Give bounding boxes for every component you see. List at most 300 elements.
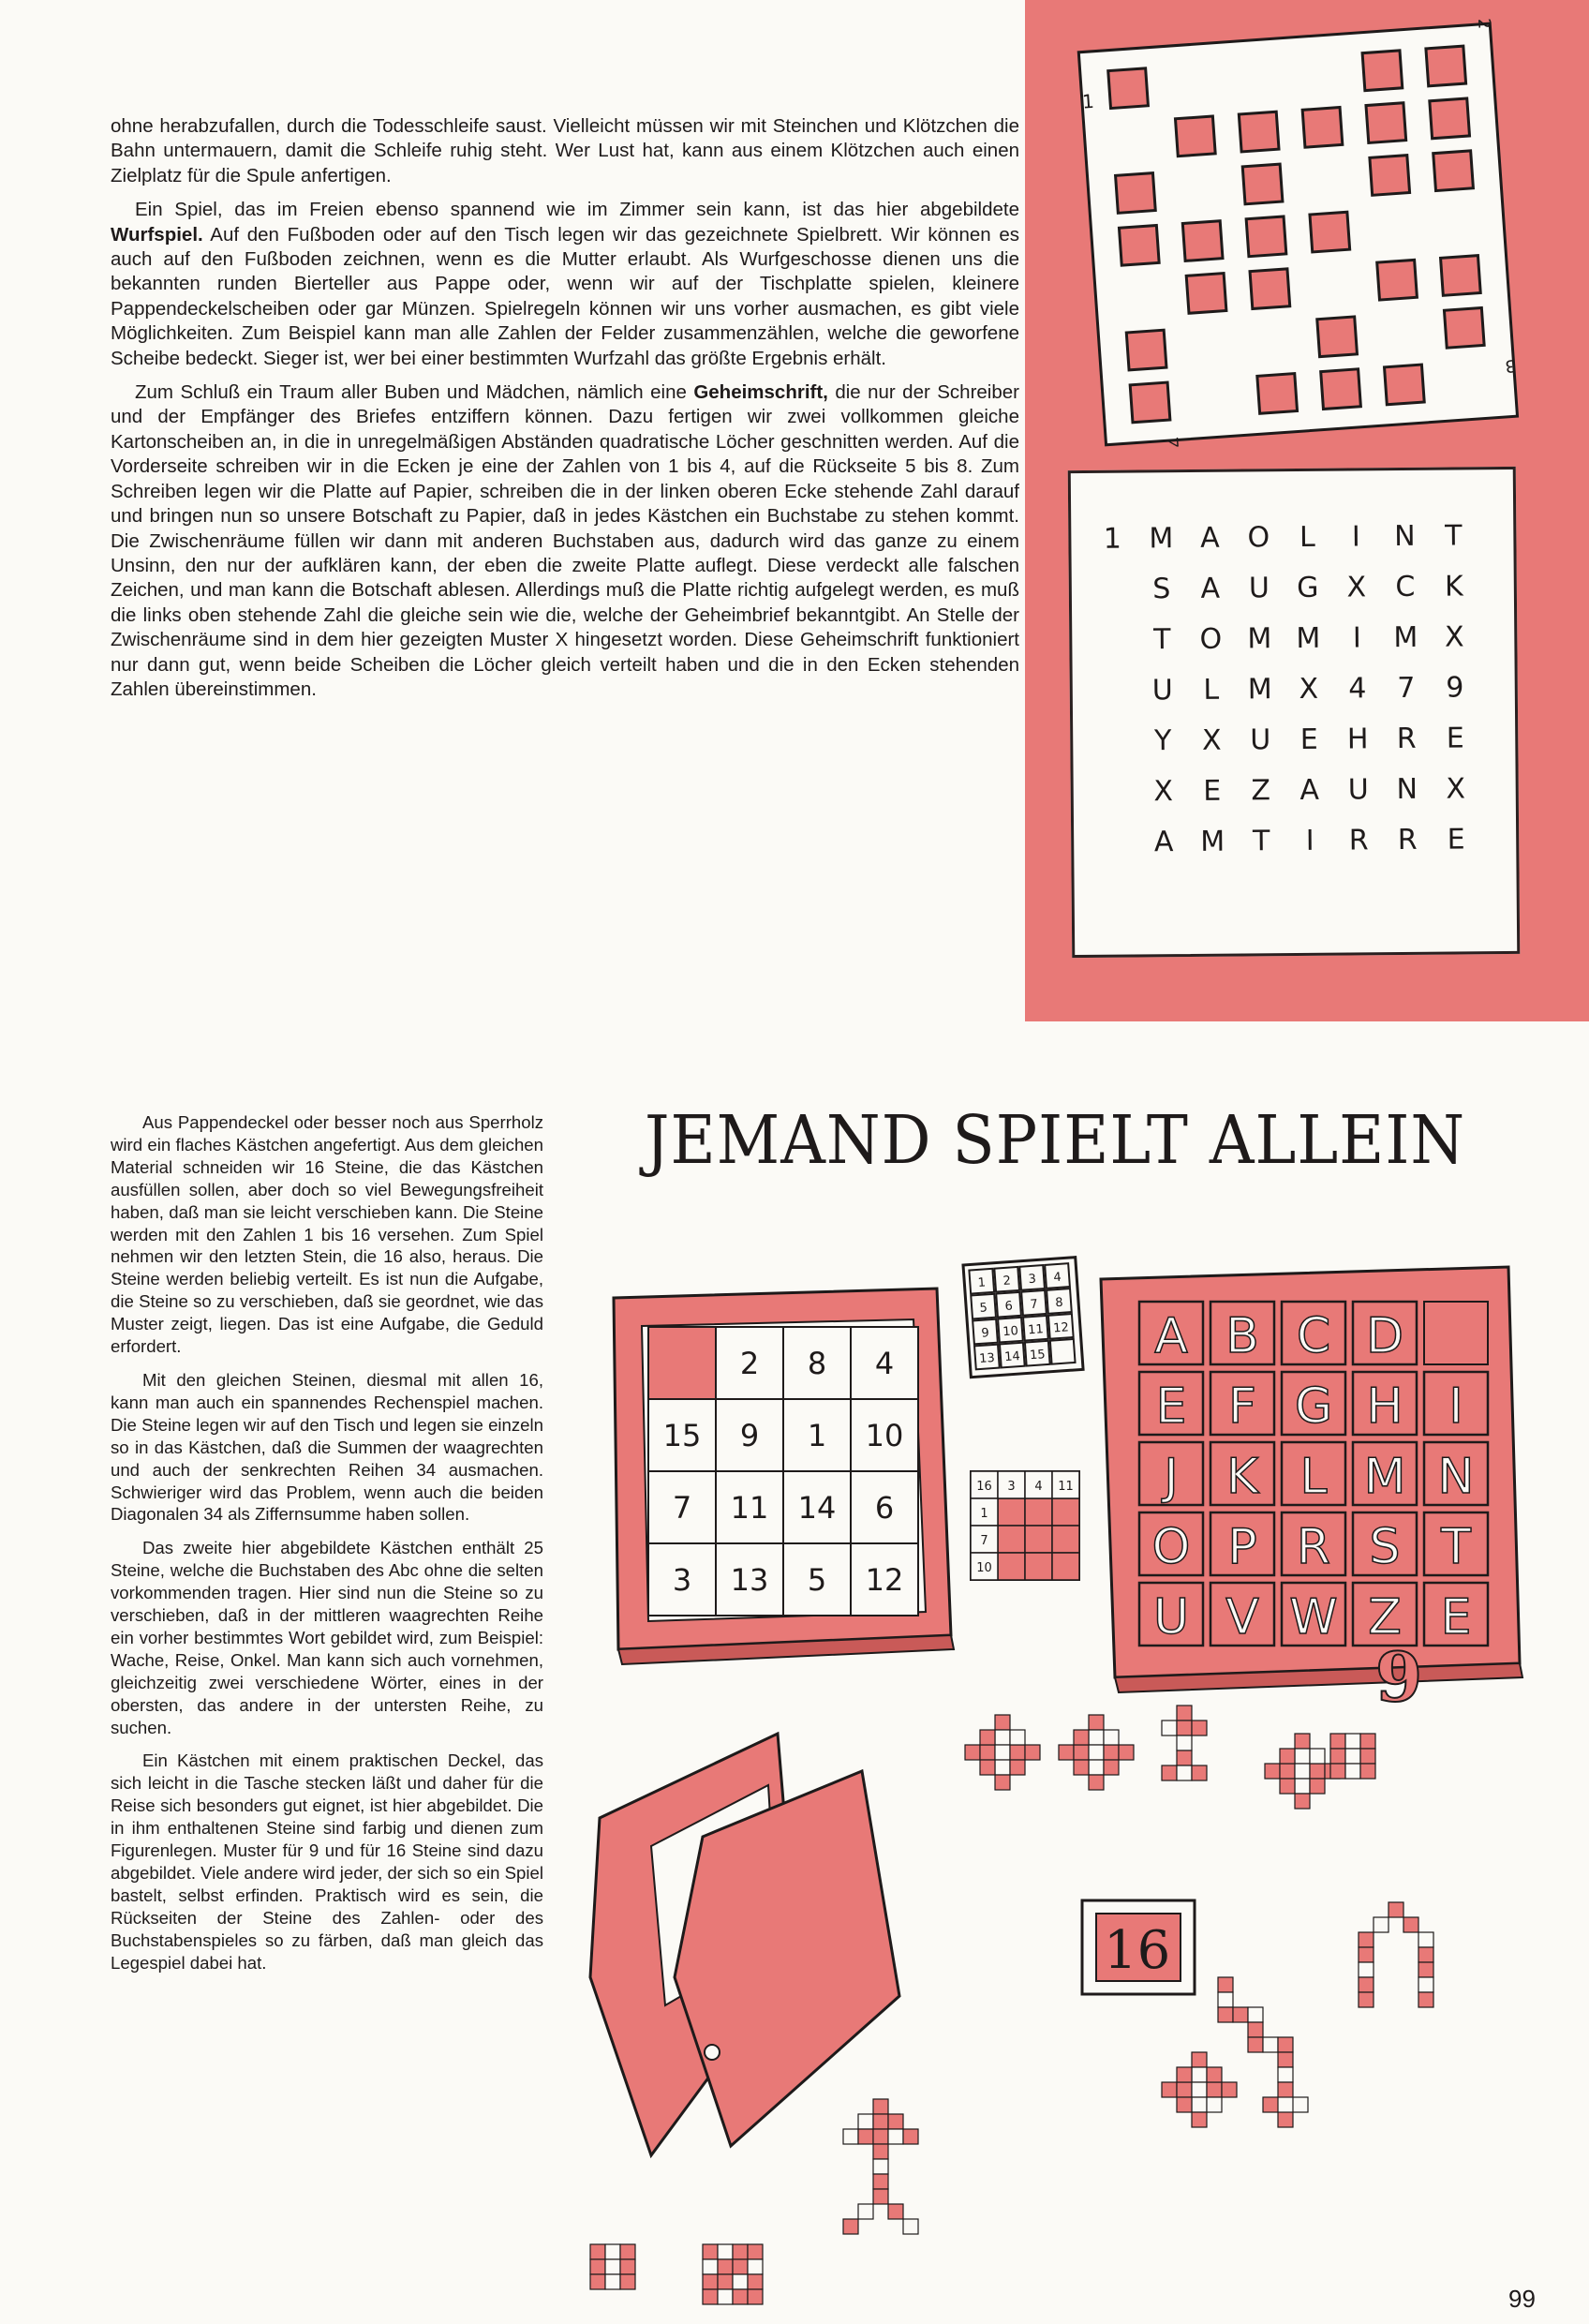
secret-letter: [1089, 622, 1137, 658]
puzzle-tile-number: 8: [807, 1346, 827, 1381]
secret-letter: N: [1393, 519, 1416, 554]
magic-cell: [1025, 1553, 1052, 1580]
pattern-tile: [1089, 1715, 1104, 1730]
travel-box-with-lid: [590, 1734, 899, 2155]
board-hole: [1257, 374, 1298, 414]
board-hole: [1250, 269, 1290, 309]
secret-letter: U: [1248, 572, 1270, 605]
puzzle-tile-number: 11: [730, 1490, 769, 1526]
pattern-tile: [1359, 1947, 1374, 1962]
pattern-tile: [873, 2189, 888, 2204]
pattern-tile: [1207, 2067, 1222, 2082]
board-hole: [1385, 365, 1425, 405]
pattern-tile: [1089, 1775, 1104, 1790]
magic-cell: [1052, 1526, 1079, 1553]
pattern-tile: [733, 2259, 748, 2274]
pattern-tile: [748, 2289, 763, 2304]
letter-tile-letter: P: [1227, 1519, 1257, 1575]
empty-slot: [648, 1327, 716, 1399]
pattern-tile: [980, 1745, 995, 1760]
secret-letter: L: [1203, 673, 1220, 707]
letter-tile-letter: A: [1154, 1308, 1188, 1364]
pattern-tile: [1418, 1992, 1433, 2007]
pattern-tile: [1192, 2067, 1207, 2082]
pattern-tile: [995, 1745, 1010, 1760]
board-hole: [1186, 274, 1226, 314]
board-hole: [1119, 225, 1159, 265]
letter-tile-letter: L: [1299, 1449, 1328, 1505]
pattern-tile: [843, 2129, 858, 2144]
board-corner-1: 1: [1081, 89, 1095, 113]
letter-tile-letter: T: [1441, 1519, 1471, 1575]
secret-letter: A: [1153, 826, 1174, 859]
pattern-tile: [858, 2114, 873, 2129]
letter-tile-letter: C: [1296, 1308, 1331, 1364]
top-paragraph-3-a: Zum Schluß ein Traum aller Buben und Mädchen, nämlich eine: [135, 381, 694, 404]
magic-cell: [998, 1553, 1025, 1580]
pattern-tile: [1359, 1992, 1374, 2007]
pattern-tile: [1280, 1779, 1295, 1794]
secret-letter: O: [1247, 521, 1270, 555]
letter-tile-letter: Z: [1368, 1589, 1402, 1646]
pattern-tile: [1162, 2082, 1177, 2097]
magic-cell: [1052, 1553, 1079, 1580]
letter-tile-letter: S: [1369, 1519, 1401, 1575]
secret-letter: I: [1351, 520, 1360, 554]
pattern-tile: [1295, 1764, 1310, 1779]
top-paragraph-2-b: Auf den Fußboden oder auf den Tisch legen wir das gezeichnete Spielbrett. Wir können es auch auf den Fußboden zeichnen, wenn es die Mutter erlaubt. Als Wurfgeschosse dienen uns die bekannten runden Bierteller aus Pappe oder, wenn wir auf der Tischplatte spielen, kleinere Pappendeckelscheiben oder gar Münzen. Spielregeln können wir uns vorher ausmachen, es gibt viele Möglichkeiten. Zum Beispiel kann man alle Zahlen der Felder zusammenzählen, welche die geworfene Scheibe bedeckt. Sieger ist, wer bei einer bestimmten Wurfzahl das größte Ergebnis erhält.: [111, 223, 1019, 369]
secret-letter: 9: [1446, 671, 1464, 705]
board-hole: [1433, 151, 1474, 191]
pattern-tile: [1010, 1730, 1025, 1745]
pattern-tile: [1359, 1977, 1374, 1992]
pattern-tile: [1074, 1730, 1089, 1745]
secret-letter: U: [1250, 723, 1271, 757]
pattern-tile: [1025, 1745, 1040, 1760]
secret-letter: R: [1348, 824, 1369, 857]
pattern-tile: [718, 2289, 733, 2304]
secret-letter: E: [1299, 723, 1318, 756]
secret-letter-grid: [1088, 518, 1480, 861]
pattern-tile: [843, 2219, 858, 2234]
letter-tile-letter: G: [1294, 1378, 1333, 1435]
secret-letter: [1090, 673, 1138, 708]
pattern-tile: [1248, 2007, 1263, 2022]
pattern-tile: [1218, 2007, 1233, 2022]
secret-letter: U: [1347, 773, 1369, 807]
secret-letter: T: [1445, 519, 1463, 553]
pattern-tile: [995, 1730, 1010, 1745]
secret-letter: [1090, 723, 1138, 759]
small-grid-number: 14: [1003, 1349, 1021, 1365]
pattern-tile: [903, 2129, 918, 2144]
pattern-tile: [1207, 2097, 1222, 2112]
pattern-tile: [590, 2259, 605, 2274]
pattern-tile: [873, 2129, 888, 2144]
secret-letter: T: [1252, 825, 1270, 858]
puzzle-tile-number: 3: [672, 1562, 692, 1598]
board-corner-2: 2: [1473, 17, 1494, 30]
magic-number: 4: [1034, 1480, 1043, 1494]
board-hole: [1246, 216, 1286, 257]
pattern-tile: [1280, 1764, 1295, 1779]
pattern-tile: [1089, 1745, 1104, 1760]
pattern-tile: [733, 2244, 748, 2259]
pattern-tile: [1330, 1764, 1345, 1779]
letter-tile-letter: J: [1164, 1449, 1179, 1505]
magic-number: 7: [980, 1534, 988, 1548]
pattern-tile: [1119, 1745, 1134, 1760]
pattern-tile: [995, 1715, 1010, 1730]
nine-pattern-label: 9: [1375, 1637, 1423, 1717]
pattern-tile: [1222, 2082, 1237, 2097]
letter-tile-letter: B: [1225, 1308, 1259, 1364]
pattern-tile: [1310, 1764, 1325, 1779]
pattern-tile: [1278, 2067, 1293, 2082]
page-number: 99: [1508, 2285, 1536, 2313]
pattern-tile: [1295, 1779, 1310, 1794]
magic-number: 11: [1058, 1480, 1074, 1494]
magic-square-start: [971, 1471, 1079, 1580]
pattern-tile: [1418, 1977, 1433, 1992]
pattern-tile: [1010, 1760, 1025, 1775]
pattern-tile: [748, 2274, 763, 2289]
pattern-tile: [1010, 1745, 1025, 1760]
pattern-tile: [873, 2144, 888, 2159]
small-number-grid: [963, 1258, 1083, 1378]
board-hole: [1302, 108, 1343, 148]
pattern-tile: [980, 1760, 995, 1775]
pattern-tile: [1192, 1765, 1207, 1780]
magic-cell: [1025, 1526, 1052, 1553]
puzzle-tile-number: 14: [797, 1490, 837, 1526]
pattern-tile: [1104, 1730, 1119, 1745]
pattern-tile: [1330, 1749, 1345, 1764]
pattern-tile: [1418, 1947, 1433, 1962]
secret-letter: E: [1447, 823, 1465, 857]
board-hole: [1239, 112, 1279, 152]
secret-letter: I: [1352, 621, 1361, 655]
pattern-tile: [888, 2204, 903, 2219]
top-paragraph-2: [111, 198, 1019, 371]
pattern-tile: [858, 2204, 873, 2219]
secret-letter: E: [1203, 774, 1222, 808]
pattern-tile: [1278, 2112, 1293, 2127]
magic-cell: [998, 1526, 1025, 1553]
letter-tile-letter: I: [1448, 1378, 1463, 1435]
pattern-tile: [1192, 2112, 1207, 2127]
secret-letter: C: [1395, 570, 1416, 604]
secret-letter: M: [1393, 620, 1418, 655]
pattern-tile: [1177, 2067, 1192, 2082]
pattern-tile: [1177, 1721, 1192, 1736]
secret-letter: M: [1200, 825, 1225, 858]
pattern-tile: [995, 1760, 1010, 1775]
magic-cell: [1025, 1498, 1052, 1526]
small-grid-number: 11: [1027, 1322, 1045, 1338]
secret-letter: M: [1149, 522, 1174, 556]
letter-board-box: [1101, 1267, 1522, 1692]
letter-tile-letter: K: [1225, 1449, 1259, 1505]
secret-letter: G: [1297, 571, 1319, 604]
pattern-tile: [590, 2274, 605, 2289]
small-grid-number: 1: [977, 1275, 987, 1290]
pattern-tile: [1360, 1734, 1375, 1749]
small-grid-number: 7: [1029, 1297, 1039, 1313]
secret-letter: X: [1444, 620, 1464, 654]
pattern-tile: [903, 2219, 918, 2234]
pattern-tile: [605, 2274, 620, 2289]
pattern-tile: [1278, 2037, 1293, 2052]
secret-letter: X: [1299, 672, 1319, 706]
letter-tile-letter: F: [1228, 1378, 1256, 1435]
pattern-tile: [1059, 1745, 1074, 1760]
secret-letter: U: [1151, 674, 1173, 708]
secret-letter: O: [1199, 622, 1223, 656]
pattern-tile: [1418, 1932, 1433, 1947]
small-grid-number: 13: [978, 1350, 996, 1367]
board-hole: [1366, 103, 1406, 143]
secret-writing-card: [1068, 467, 1521, 958]
pattern-tile: [1192, 1721, 1207, 1736]
secret-letter: [1089, 572, 1137, 607]
small-grid-number: 15: [1029, 1348, 1047, 1363]
board-hole: [1321, 369, 1361, 410]
pattern-tile: [1293, 2097, 1308, 2112]
secret-letter: K: [1444, 570, 1463, 603]
puzzle-tile-number: 7: [672, 1490, 692, 1526]
pattern-tile: [1310, 1749, 1325, 1764]
letter-tile-letter: E: [1440, 1589, 1472, 1646]
letter-tile-letter: R: [1296, 1519, 1331, 1575]
pattern-tile: [590, 2244, 605, 2259]
board-hole: [1182, 221, 1223, 261]
small-grid-number: 6: [1004, 1299, 1014, 1314]
letter-tile-letter: U: [1152, 1589, 1190, 1646]
magic-number: 3: [1007, 1480, 1016, 1494]
puzzle-tile-number: 9: [739, 1418, 760, 1453]
small-grid-cell: [1050, 1339, 1076, 1364]
secret-letter: I: [1305, 824, 1314, 857]
magic-number: 1: [980, 1507, 988, 1521]
pattern-tile: [1265, 1764, 1280, 1779]
puzzle-tile-number: 1: [807, 1418, 827, 1453]
pattern-tile: [1162, 1721, 1177, 1736]
bottom-paragraph-3: Das zweite hier abgebildete Kästchen enthält 25 Steine, welche die Buchstaben des Abc ohne die selten vorkommenden tragen. Hier sind nun die Steine so zu verschieben, daß in der mittleren waagrechten Reihe ein vorher bestimmtes Wort gebildet wird, zum Beispiel: Wache, Reise, Onkel. Man kann sich auch vornehmen, gleichzeitig zwei verschiedene Wörter, eines in der obersten, das andere in der untersten Reihe, zu suchen.: [111, 1538, 543, 1737]
pattern-tile: [605, 2244, 620, 2259]
pattern-tile: [1192, 2052, 1207, 2067]
secret-letter: X: [1201, 723, 1222, 757]
secret-letter: Z: [1251, 774, 1271, 808]
pattern-tile: [1360, 1749, 1375, 1764]
pattern-tile: [1403, 1917, 1418, 1932]
puzzle-tile-number: 2: [739, 1346, 760, 1381]
pattern-tile: [748, 2259, 763, 2274]
board-hole: [1108, 68, 1149, 109]
pattern-tile: [620, 2274, 635, 2289]
pattern-tile: [1263, 2097, 1278, 2112]
secret-letter: M: [1296, 621, 1321, 655]
secret-letter: T: [1152, 623, 1171, 657]
pattern-tile: [1104, 1745, 1119, 1760]
pattern-tile: [1162, 1765, 1177, 1780]
secret-letter: N: [1396, 772, 1418, 807]
letter-tile-letter: W: [1289, 1589, 1338, 1646]
pattern-tile: [1248, 2022, 1263, 2037]
board-corner-4: 4: [1166, 436, 1186, 449]
pattern-tile: [1278, 2052, 1293, 2067]
board-hole: [1444, 307, 1484, 348]
pattern-tile: [1295, 1749, 1310, 1764]
pattern-tile: [1177, 1765, 1192, 1780]
board-hole: [1317, 317, 1358, 357]
pattern-tile: [1345, 1734, 1360, 1749]
magic-number: 10: [976, 1561, 992, 1575]
pattern-tile: [718, 2274, 733, 2289]
letter-empty-slot: [1424, 1302, 1488, 1364]
top-paragraph-3: [111, 380, 1019, 702]
pattern-tile: [1263, 2037, 1278, 2052]
pattern-tile: [1192, 2097, 1207, 2112]
board-corner-3: 3: [1504, 355, 1517, 376]
magic-number: 16: [976, 1480, 992, 1494]
small-grid-number: 12: [1052, 1320, 1070, 1336]
board-hole: [1126, 330, 1166, 370]
small-grid-number: 2: [1002, 1274, 1012, 1289]
pattern-tile: [1074, 1745, 1089, 1760]
small-grid-number: 10: [1002, 1324, 1019, 1340]
board-hole: [1377, 260, 1418, 300]
pattern-tile: [703, 2274, 718, 2289]
pattern-tile: [1359, 1962, 1374, 1977]
letter-tile-letter: M: [1363, 1449, 1406, 1505]
pattern-tile: [1295, 1794, 1310, 1809]
pattern-tile: [620, 2259, 635, 2274]
bottom-article: [111, 1111, 543, 1986]
top-paragraph-2-a: Ein Spiel, das im Freien ebenso spannend wie im Zimmer sein kann, ist das hier abgebildete: [135, 199, 1019, 221]
secret-letter: X: [1153, 775, 1174, 809]
pattern-tile: [1418, 1962, 1433, 1977]
secret-letter: H: [1346, 723, 1369, 756]
pattern-tile: [858, 2129, 873, 2144]
board-hole: [1370, 156, 1410, 196]
pattern-tile: [873, 2174, 888, 2189]
fifteen-puzzle-box: [614, 1289, 954, 1664]
board-hole: [1130, 382, 1170, 423]
secret-letter: R: [1396, 722, 1417, 756]
pattern-tile: [995, 1775, 1010, 1790]
secret-letter: M: [1247, 673, 1272, 707]
pattern-tile: [1330, 1734, 1345, 1749]
pattern-tile: [1359, 1932, 1374, 1947]
secret-letter: A: [1200, 572, 1221, 605]
section-headline: JEMAND SPIELT ALLEIN: [645, 1101, 1466, 1180]
pattern-tile: [1089, 1730, 1104, 1745]
top-paragraph-3-b: die nur der Schreiber und der Empfänger des Briefes entziffern können. Dazu fertigen wir zwei vollkommen gleiche Kartonscheiben an, in die in unregelmäßigen Abständen quadratische Löcher geschnitten werden. Auf die Vorderseite schreiben wir in die Ecken je eine der Zahlen von 1 bis 4, auf die Rückseite 5 bis 8. Zum Schreiben legen wir die Platte auf Papier, schreiben die in der linken oberen Ecke stehende Zahl darauf und bringen nun so unsere Botschaft zu Papier, daß in jedes Kästchen ein Buchstabe zu stehen kommt. Die Zwischenräume füllen wir dann mit anderen Buchstaben aus, dadurch wird das ganze zu einem Unsinn, den nur der aufklären kann, der eben die zweite Platte auflegt. Diese verdeckt alle falschen Zeichen, und man kann die Botschaft ablesen. Allerdings muß die Platte richtig aufgelegt werden, es muß die links oben stehende Zahl die gleiche sein wie die, welche der Geheimbrief bekanntgibt. An Stelle der Zwischenräume sind in dem hier gezeigten Muster X hingesetzt worden. Diese Geheimschrift funktioniert nur dann gut, wenn beide Scheiben die Löcher gleich verteilt haben und die in den Ecken stehenden Zahlen übereinstimmen.: [111, 381, 1019, 700]
top-article: [111, 114, 1019, 711]
secret-letter: Y: [1153, 724, 1172, 758]
small-grid-number: 9: [980, 1326, 990, 1341]
secret-letter: X: [1346, 571, 1367, 604]
pattern-tile: [873, 2159, 888, 2174]
secret-letter: A: [1299, 773, 1320, 807]
pattern-tile: [1345, 1749, 1360, 1764]
puzzle-tile-number: 10: [865, 1418, 904, 1453]
board-hole: [1242, 164, 1283, 204]
secret-letter: S: [1152, 573, 1171, 606]
letter-tile-letter: D: [1365, 1308, 1404, 1364]
pattern-tile: [1177, 1736, 1192, 1750]
throw-board-illustration: [1025, 0, 1589, 469]
pattern-tile: [1345, 1764, 1360, 1779]
pattern-tile: [748, 2244, 763, 2259]
letter-tile-letter: E: [1155, 1378, 1187, 1435]
secret-letter: M: [1247, 622, 1272, 656]
small-grid-number: 5: [979, 1301, 988, 1316]
pattern-tile: [703, 2244, 718, 2259]
board-hole: [1426, 46, 1466, 86]
pattern-tile: [718, 2244, 733, 2259]
bottom-paragraph-4: Ein Kästchen mit einem praktischen Deckel, das sich leicht in die Tasche stecken läßt und daher für die Reise sich besonders gut eignet, ist hier abgebildet. Die in ihm enthaltenen Steine sind farbig und dienen zum Figurenlegen. Muster für 9 und für 16 Steine sind dazu abgebildet. Viele andere wird jeder, der sich so ein Spiel bastelt, selbst erfinden. Praktisch wird es sein, die Rückseiten der Steine des Zahlen- oder des Buchstabenspieles so zu färben, daß man gleich das Legespiel dabei hat.: [111, 1750, 543, 1973]
pattern-tile: [1089, 1760, 1104, 1775]
puzzle-tile-number: 4: [874, 1346, 895, 1381]
pattern-tile: [1074, 1760, 1089, 1775]
puzzle-tile-number: 12: [865, 1562, 904, 1598]
secret-letter: 1: [1103, 522, 1122, 556]
board-hole: [1116, 173, 1156, 214]
pattern-tile: [703, 2259, 718, 2274]
pattern-tile: [1374, 1917, 1389, 1932]
pattern-tile: [1248, 2037, 1263, 2052]
board-hole: [1175, 116, 1215, 156]
letter-tile-letter: V: [1225, 1589, 1259, 1646]
pattern-tile: [873, 2099, 888, 2114]
pattern-tile: [1233, 2007, 1248, 2022]
magic-cell: [1052, 1498, 1079, 1526]
secret-letter: 7: [1397, 671, 1416, 706]
geheimschrift-term: Geheimschrift,: [693, 381, 828, 404]
pattern-tile: [1177, 2097, 1192, 2112]
board-hole: [1430, 98, 1470, 139]
sixteen-pattern-label: 16: [1104, 1920, 1171, 1981]
magic-cell: [998, 1498, 1025, 1526]
puzzle-tile-number: 5: [807, 1562, 827, 1598]
pattern-tile: [888, 2129, 903, 2144]
wurfspiel-term: Wurfspiel.: [111, 223, 203, 246]
pattern-tile: [1310, 1779, 1325, 1794]
pattern-tile: [1295, 1734, 1310, 1749]
secret-letter: X: [1446, 772, 1466, 806]
pattern-tile: [620, 2244, 635, 2259]
pattern-tile: [1360, 1764, 1375, 1779]
pattern-tile: [1207, 2082, 1222, 2097]
puzzle-tile-number: 15: [662, 1418, 702, 1453]
pattern-tile: [1177, 2082, 1192, 2097]
top-paragraph-1: ohne herabzufallen, durch die Todesschleife saust. Vielleicht müssen wir mit Steinchen und Klötzchen die Bahn untermauern, damit die Schleife ruhig steht. Wer Lust hat, kann aus einem Klötzchen auch einen Zielplatz für die Spule anfertigen.: [111, 115, 1019, 186]
letter-tile-letter: O: [1151, 1519, 1191, 1575]
secret-letter: [1091, 825, 1139, 860]
pattern-tile: [1280, 1749, 1295, 1764]
pattern-tile: [703, 2289, 718, 2304]
bottom-paragraph-1: Aus Pappendeckel oder besser noch aus Sperrholz wird ein flaches Kästchen angefertigt. Aus dem gleichen Material schneiden wir 16 Steine, die das Kästchen ausfüllen sollen, aber doch so viel Bewegungsfreiheit haben, daß man sie leicht verschieben kann. Die Steine werden mit den Zahlen 1 bis 16 versehen. Zum Spiel nehmen wir den letzten Stein, die 16 also, heraus. Die Steine werden beliebig verteilt. Es ist nun die Aufgabe, die Steine so zu verschieben, daß sie geordnet, wie das Muster zeigt, liegen. Das ist eine Aufgabe, die Geduld erfordert.: [111, 1112, 543, 1357]
pattern-tile: [873, 2114, 888, 2129]
bottom-paragraph-2: Mit den gleichen Steinen, diesmal mit allen 16, kann man auch ein spannendes Rechenspiel machen. Die Steine legen wir auf den Tisch und legen sie einzeln so in das Kästchen, daß die Summen der waagrechten und auch der senkrechten Reihen 34 ausmachen. Schwieriger wird das Problem, wenn auch die beiden Diagonalen 34 als Ziffernsumme haben sollen.: [111, 1369, 543, 1525]
secret-letter: L: [1299, 520, 1315, 554]
board-hole: [1310, 212, 1350, 252]
pattern-tile: [733, 2289, 748, 2304]
pattern-tile: [1177, 1750, 1192, 1765]
pattern-tile: [733, 2274, 748, 2289]
